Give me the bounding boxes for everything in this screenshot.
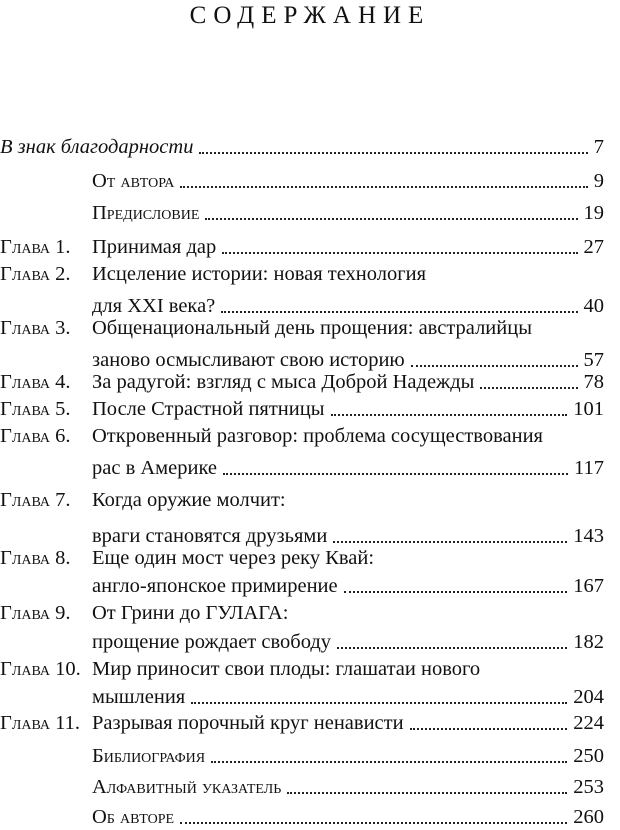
chapter-title-continued: заново осмысливают свою историю — [92, 349, 405, 371]
chapter-title-continued: враги становятся друзьями — [92, 525, 328, 547]
dot-leader — [205, 194, 577, 220]
toc-entry-chapter-9[interactable] — [0, 600, 604, 655]
toc-entry-title: Об авторе — [92, 806, 175, 828]
dot-leader — [410, 704, 568, 730]
toc-entry-title: Предисловие — [92, 202, 200, 224]
toc-entry-chapter-6[interactable] — [0, 423, 604, 481]
toc-entry-chapter-2[interactable] — [0, 261, 604, 319]
chapter-label: Глава 10. — [0, 658, 81, 680]
page-number: 9 — [593, 170, 604, 192]
chapter-label: Глава 9. — [0, 602, 71, 624]
toc-entry-chapter-5[interactable] — [0, 396, 604, 422]
chapter-label: Глава 4. — [0, 371, 71, 393]
dot-leader — [180, 162, 587, 188]
toc-entry-bibliography[interactable] — [0, 743, 604, 769]
page-number: 7 — [593, 136, 604, 158]
chapter-title-continued: англо-японское примирение — [92, 575, 338, 597]
chapter-title: Еще один мост через реку Квай: — [92, 547, 375, 569]
chapter-title-continued: рас в Америке — [92, 457, 218, 479]
toc-entry-title: Алфавитный указатель — [92, 776, 282, 798]
chapter-title: После Страстной пятницы — [92, 398, 325, 420]
toc-entry-title: В знак благодарности — [0, 136, 194, 158]
chapter-title: Исцеление истории: новая технология — [92, 263, 427, 285]
toc-entry-title: От автора — [92, 170, 175, 192]
dot-leader — [331, 390, 568, 416]
chapter-title: Разрывая порочный круг ненависти — [92, 712, 404, 734]
dot-leader — [222, 228, 577, 254]
toc-entry-chapter-8[interactable] — [0, 545, 604, 599]
toc-entry-chapter-1[interactable] — [0, 234, 604, 260]
dot-leader — [223, 449, 568, 475]
toc-entry-title: Библиография — [92, 745, 206, 767]
page-number: 78 — [583, 371, 604, 393]
page-number: 204 — [573, 686, 604, 708]
chapter-title: Мир приносит свои плоды: глашатаи нового — [92, 658, 481, 680]
toc-entry-chapter-7[interactable] — [0, 487, 604, 549]
chapter-label: Глава 5. — [0, 398, 71, 420]
page-number: 250 — [573, 745, 604, 767]
page-number: 19 — [583, 202, 604, 224]
chapter-title: За радугой: взгляд с мыса Доброй Надежды — [92, 371, 475, 393]
dot-leader — [333, 517, 567, 543]
page-number: 143 — [573, 525, 604, 547]
toc-entry-chapter-10[interactable] — [0, 656, 604, 710]
chapter-label: Глава 6. — [0, 425, 71, 447]
page-number: 182 — [573, 631, 604, 653]
chapter-title: От Грини до ГУЛАГА: — [92, 602, 289, 624]
dot-leader — [480, 363, 577, 389]
toc-entry-chapter-11[interactable] — [0, 710, 604, 736]
page-number: 101 — [573, 398, 604, 420]
dot-leader — [191, 678, 567, 704]
dot-leader — [344, 567, 568, 593]
dot-leader — [211, 737, 567, 763]
toc-entry-acknowledgements[interactable] — [0, 134, 604, 160]
chapter-label: Глава 8. — [0, 547, 71, 569]
dot-leader — [221, 287, 577, 313]
page-title: СОДЕРЖАНИЕ — [189, 2, 431, 29]
dot-leader — [337, 623, 567, 649]
toc-entry-about-author[interactable] — [0, 804, 604, 830]
chapter-title: Общенациональный день прощения: австралийцы — [92, 317, 532, 339]
chapter-title-continued: для XXI века? — [92, 295, 216, 317]
chapter-label: Глава 7. — [0, 489, 71, 511]
page-number: 253 — [573, 776, 604, 798]
chapter-title-continued: мышления — [92, 686, 186, 708]
page-number: 260 — [573, 806, 604, 828]
dot-leader — [287, 768, 567, 794]
chapter-label: Глава 1. — [0, 236, 71, 258]
page-number: 27 — [583, 236, 604, 258]
page-number: 117 — [574, 457, 604, 479]
chapter-title: Когда оружие молчит: — [92, 489, 286, 511]
chapter-label: Глава 2. — [0, 263, 71, 285]
chapter-title: Откровенный разговор: проблема сосуществования — [92, 425, 543, 447]
toc-entry-from-author[interactable] — [0, 168, 604, 194]
page-number: 40 — [583, 295, 604, 317]
chapter-label: Глава 3. — [0, 317, 71, 339]
toc-entry-preface[interactable] — [0, 200, 604, 226]
page-number: 167 — [573, 575, 604, 597]
toc-entry-index[interactable] — [0, 774, 604, 800]
dot-leader — [180, 798, 567, 824]
chapter-title: Принимая дар — [92, 236, 217, 258]
page-number: 57 — [583, 349, 604, 371]
chapter-title-continued: прощение рождает свободу — [92, 631, 332, 653]
chapter-label: Глава 11. — [0, 712, 81, 734]
page-number: 224 — [573, 712, 604, 734]
dot-leader — [199, 128, 587, 154]
